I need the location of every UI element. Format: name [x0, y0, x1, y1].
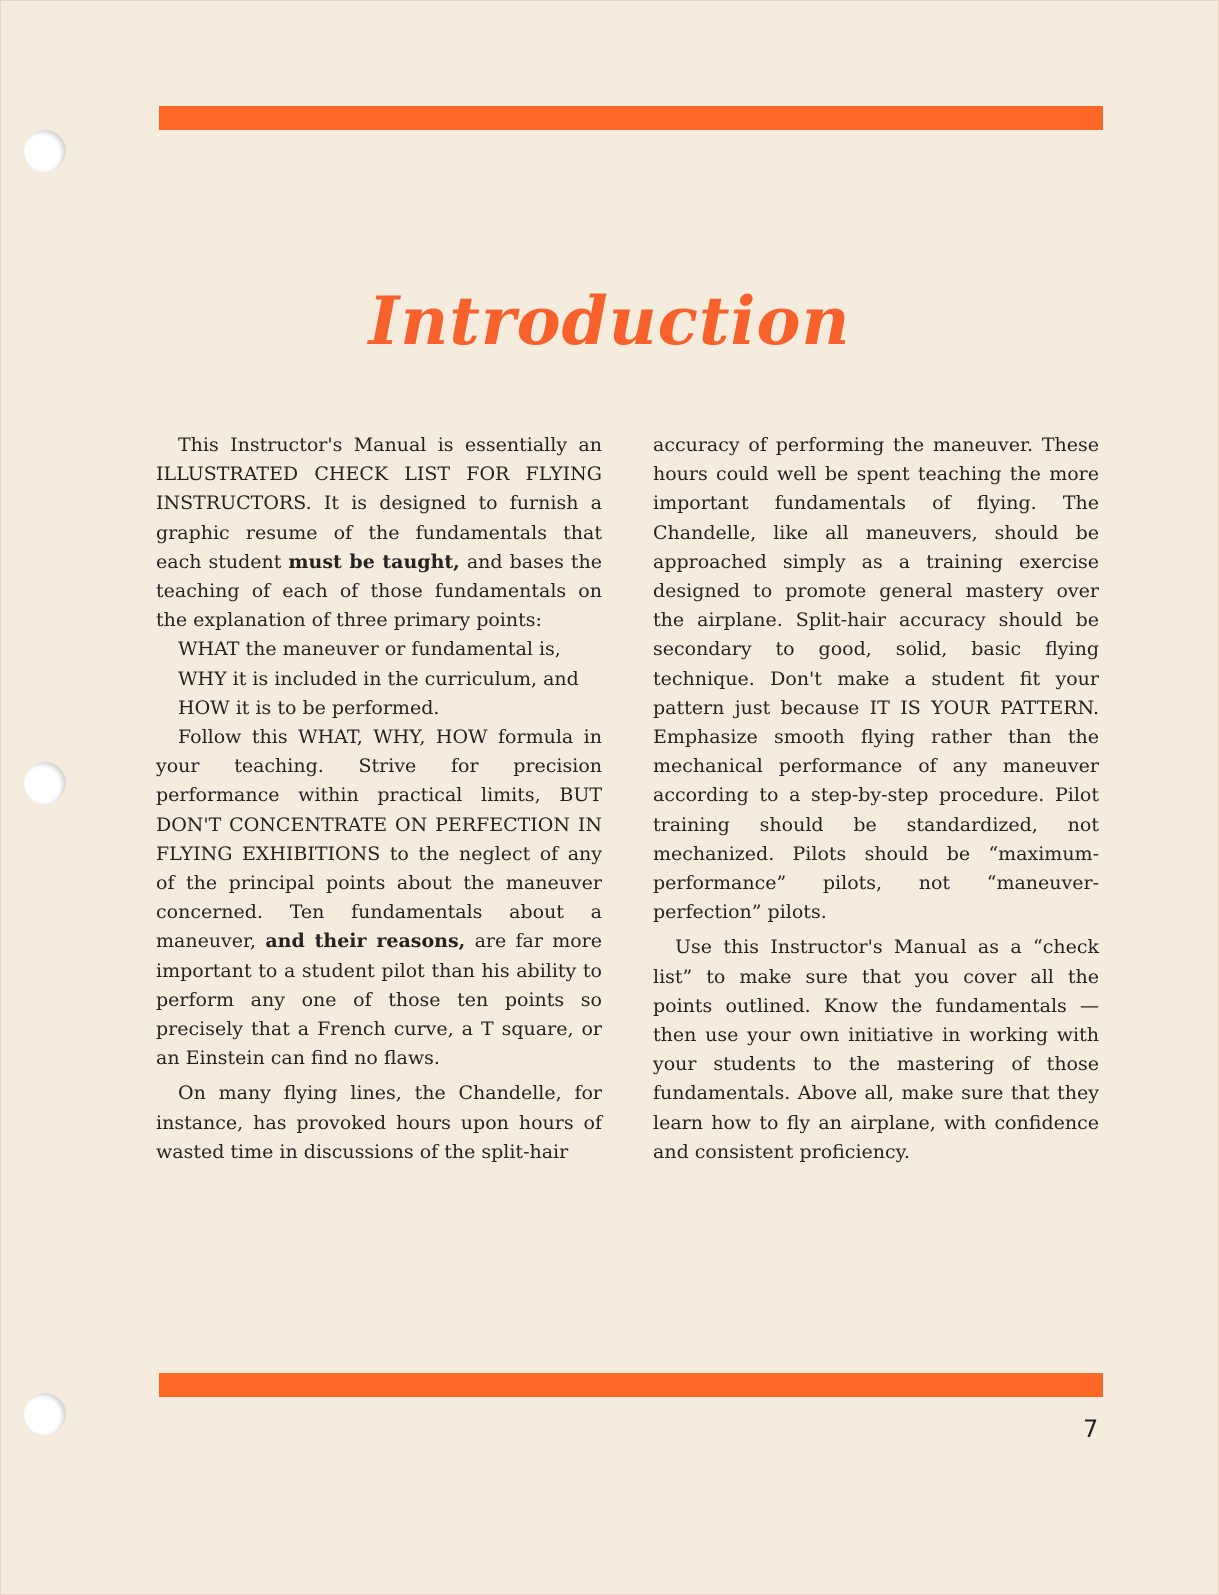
intro-text-a: This Instructor's Manual is essentially an ILLUSTRATED CHECK LIST FOR FLYING INSTRUCTORS. It is designed to furnish a graphic resume of the fundamentals that each student [156, 434, 602, 573]
page-title: Introduction [368, 282, 851, 360]
formula-bold-text: and their reasons, [265, 930, 466, 953]
intro-bold-text: must be taught, [288, 550, 460, 573]
list-item-why: WHY it is included in the curriculum, and [178, 667, 579, 690]
chandelle-paragraph: On many flying lines, the Chandelle, for instance, has provoked hours upon hours of wasted time in discussions of the split-hair [156, 1082, 602, 1163]
list-item-what: WHAT the maneuver or fundamental is, [178, 638, 561, 661]
top-orange-rule [159, 106, 1103, 130]
formula-text-a: Follow this WHAT, WHY, HOW formula in your teaching. Strive for precision performance within practical limits, BUT DON'T CONCENTRATE ON PERFECTION IN FLYING EXHIBITIONS to the neglect of any of the principal points about the maneuver concerned. Ten fundamentals about a maneuver, [156, 726, 602, 953]
right-text-column [653, 431, 1099, 1167]
binder-hole-middle [24, 762, 66, 804]
checklist-paragraph: Use this Instructor's Manual as a “check list” to make sure that you cover all the points outlined. Know the fundamentals — then use your own initiative in working with your students to the mastering of those fundamentals. Above all, make sure that they learn how to fly an airplane, with confidence and consistent proficiency. [653, 936, 1099, 1163]
binder-hole-top [24, 130, 66, 172]
intro-paragraph [156, 431, 602, 635]
accuracy-paragraph: accuracy of performing the maneuver. These hours could well be spent teaching the more important fundamentals of flying. The Chandelle, like all maneuvers, should be approached simply as a training exercise designed to promote general mastery over the airplane. Split-hair accuracy should be secondary to good, solid, basic flying technique. Don't make a student fit your pattern just because IT IS YOUR PATTERN. Emphasize smooth flying rather than the mechanical performance of any maneuver according to a step-by-step procedure. Pilot training should be standardized, not mechanized. Pilots should be “maximum-performance” pilots, not “maneuver-perfection” pilots. [653, 434, 1099, 924]
formula-paragraph [156, 723, 602, 1073]
page-number: 7 [1083, 1415, 1099, 1443]
list-item-how: HOW it is to be performed. [178, 696, 440, 719]
formula-text-b: are far more important to a student pilot than his ability to perform any one of those ten points so precisely that a French curve, a T square, or an Einstein can find no flaws. [156, 930, 603, 1070]
left-text-column [156, 431, 602, 1167]
binder-hole-bottom [24, 1393, 66, 1435]
bottom-orange-rule [159, 1373, 1103, 1397]
intro-text-b: and bases the teaching of each of those fundamentals on the explanation of three primary points: [156, 550, 602, 632]
